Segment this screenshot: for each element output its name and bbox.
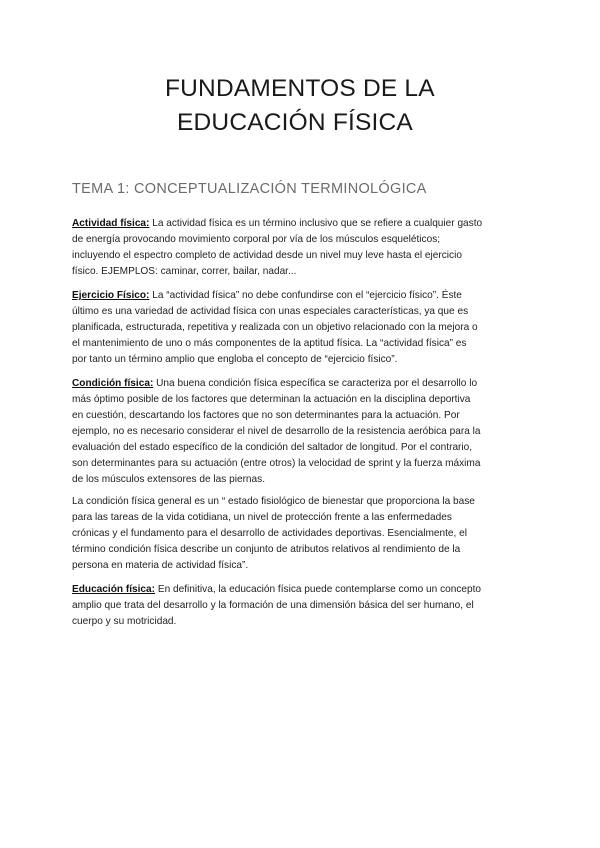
paragraph-line: cuerpo y su motricidad. bbox=[72, 616, 177, 627]
paragraph-line: Condición física: Una buena condición física específica se caracteriza por el desarrollo lo bbox=[72, 378, 478, 389]
paragraph-line: de energía provocando movimiento corporal por vía de los músculos esqueléticos; bbox=[72, 234, 441, 245]
paragraph-condicion-fisica bbox=[72, 376, 534, 488]
paragraph-line: para las tareas de la vida cotidiana, un nivel de protección frente a las enfermedades bbox=[72, 512, 452, 523]
term-actividad-fisica: Actividad física: bbox=[72, 218, 150, 229]
topic-heading: TEMA 1: CONCEPTUALIZACIÓN TERMINOLÓGICA bbox=[72, 181, 427, 197]
paragraph-line: el mantenimiento de uno o más componentes de la aptitud física. La “actividad física” es bbox=[72, 338, 467, 349]
paragraph-line: más óptimo posible de los factores que determinan la actuación en la disciplina deportiva bbox=[72, 394, 471, 405]
paragraph-line: Educación física: En definitiva, la educación física puede contemplarse como un concepto bbox=[72, 584, 482, 595]
paragraph-line: en cuestión, descartando los factores que no son determinantes para la actuación. Por bbox=[72, 410, 460, 421]
paragraph-actividad-fisica bbox=[72, 216, 534, 280]
paragraph-line: último es una variedad de actividad física con unas especiales características, ya que es bbox=[72, 306, 469, 317]
paragraph-educacion-fisica bbox=[72, 582, 534, 630]
term-educacion-fisica: Educación física: bbox=[72, 584, 156, 595]
paragraph-line: amplio que trata del desarrollo y la formación de una dimensión básica del ser humano, el bbox=[72, 600, 474, 611]
paragraph-line: crónicas y el fundamento para el desarrollo de actividades deportivas. Esencialmente, el bbox=[72, 528, 467, 539]
paragraph-line: Ejercicio Físico: La “actividad física” no debe confundirse con el “ejercicio físico”. Éste bbox=[72, 290, 462, 301]
document-title bbox=[150, 72, 470, 140]
paragraph-line: son determinantes para su actuación (entre otros) la velocidad de sprint y la fuerza máxima bbox=[72, 458, 481, 469]
paragraph-condicion-general bbox=[72, 494, 534, 574]
paragraph-line: término condición física describe un conjunto de atributos relativos al rendimiento de la bbox=[72, 544, 461, 555]
paragraph-line: de los músculos extensores de las piernas. bbox=[72, 474, 266, 485]
paragraph-line: por tanto un término amplio que engloba el concepto de “ejercicio físico”. bbox=[72, 354, 398, 365]
paragraph-line: evaluación del estado específico de la condición del saltador de longitud. Por el contrario, bbox=[72, 442, 473, 453]
paragraph-ejercicio-fisico bbox=[72, 288, 534, 368]
term-ejercicio-fisico: Ejercicio Físico: bbox=[72, 290, 150, 301]
paragraph-line: planificada, estructurada, repetitiva y realizada con un objetivo relacionado con la mejora o bbox=[72, 322, 478, 333]
paragraph-line: físico. EJEMPLOS: caminar, correr, bailar, nadar... bbox=[72, 266, 297, 277]
term-condicion-fisica: Condición física: bbox=[72, 378, 154, 389]
paragraph-line: incluyendo el espectro completo de actividad desde un nivel muy leve hasta el ejercicio bbox=[72, 250, 462, 261]
paragraph-line: ejemplo, no es necesario considerar el nivel de desarrollo de la resistencia aeróbica para la bbox=[72, 426, 481, 437]
title-line-2: EDUCACIÓN FÍSICA bbox=[177, 109, 413, 136]
paragraph-line: La condición física general es un “ estado fisiológico de bienestar que proporciona la base bbox=[72, 496, 475, 507]
paragraph-line: Actividad física: La actividad física es un término inclusivo que se refiere a cualquier gasto bbox=[72, 218, 483, 229]
title-line-1: FUNDAMENTOS DE LA bbox=[165, 75, 435, 102]
paragraph-line: persona en materia de actividad física”. bbox=[72, 560, 249, 571]
